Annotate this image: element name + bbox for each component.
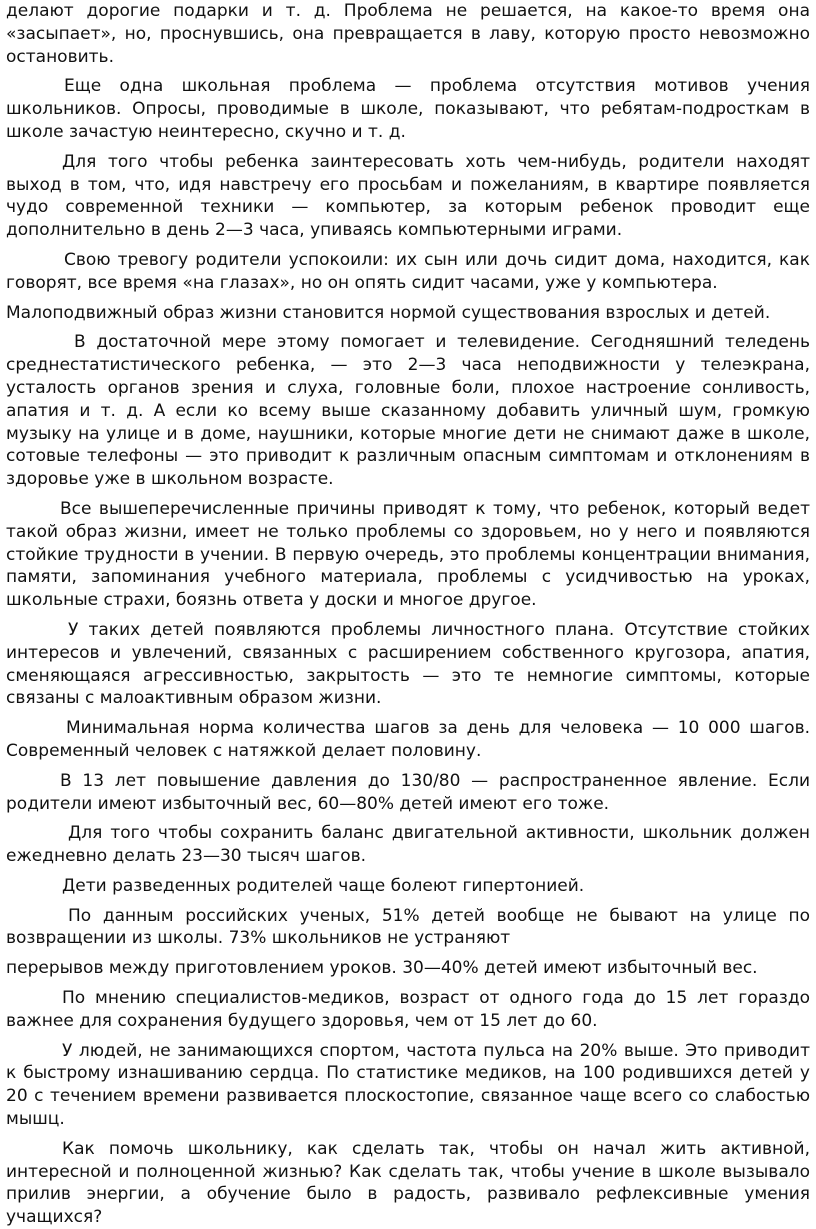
paragraph-16: У людей, не занимающихся спортом, частота пульса на 20% выше. Это приводит к быстрому изнашиванию сердца. По статистике медиков, на 100 родившихся детей у 20 с течением времени развивается плоскостопие, связанное чаще всего со слабостью мышц. xyxy=(6,1040,810,1130)
paragraph-11: Для того чтобы сохранить баланс двигательной активности, школьник должен ежедневно делать 23—30 тысяч шагов. xyxy=(6,823,810,867)
paragraph-2: Еще одна школьная проблема — проблема отсутствия мотивов учения школьников. Опросы, проводимые в школе, показывают, что ребятам-подросткам в школе зачастую неинтересно, скучно и т. д. xyxy=(6,76,810,142)
paragraph-12: Дети разведенных родителей чаще болеют гипертонией. xyxy=(62,875,585,896)
paragraph-1: делают дорогие подарки и т. д. Проблема не решается, на какое-то время она «засыпает», но, проснувшись, она превращается в лаву, которую просто невозможно остановить. xyxy=(6,1,810,67)
paragraph-14: перерывов между приготовлением уроков. 30—40% детей имеют избыточный вес. xyxy=(6,958,758,979)
paragraph-13: По данным российских ученых, 51% детей вообще не бывают на улице по возвращении из школы. 73% школьников не устраняют xyxy=(6,905,810,949)
paragraph-7: Все вышеперечисленные причины приводят к тому, что ребенок, который ведет такой образ жизни, имеет не только проблемы со здоровьем, но у него и появляются стойкие трудности в учении. В первую очередь, это проблемы концентрации внимания, памяти, запоминания учебного материала, проблемы с усидчивостью на уроках, школьные страхи, боязнь ответа у доски и многое другое. xyxy=(6,498,810,611)
paragraph-3: Для того чтобы ребенка заинтересовать хоть чем-нибудь, родители находят выход в том, что, идя навстречу его просьбам и пожеланиям, в квартире появляется чудо современной техники — компьютер, за которым ребенок проводит еще дополнительно в день 2—3 часа, упиваясь компьютерными играми. xyxy=(6,151,810,241)
paragraph-10: В 13 лет повышение давления до 130/80 — распространенное явление. Если родители имеют избыточный вес, 60—80% детей имеют его тоже. xyxy=(6,770,810,814)
paragraph-8: У таких детей появляются проблемы личностного плана. Отсутствие стойких интересов и увлечений, связанных с расширением собственного кругозора, апатия, сменяющаяся агрессивностью, закрытость — это те немногие симптомы, которые связаны с малоактивным образом жизни. xyxy=(6,619,810,709)
paragraph-17: Как помочь школьнику, как сделать так, чтобы он начал жить активной, интересной и полноценной жизнью? Как сделать так, чтобы учение в школе вызывало прилив энергии, а обучение было в радость, развивало рефлексивные умения учащихся? xyxy=(6,1138,810,1228)
paragraph-15: По мнению специалистов-медиков, возраст от одного года до 15 лет гораздо важнее для сохранения будущего здоровья, чем от 15 лет до 60. xyxy=(6,988,810,1031)
paragraph-6: В достаточной мере этому помогает и телевидение. Сегодняшний теледень среднестатистического ребенка, — это 2—3 часа неподвижности у телеэкрана, усталость органов зрения и слуха, головные боли, плохое настроение сонливость, апатия и т. д. А если ко всему выше сказанному добавить уличный шум, громкую музыку на улице и в доме, наушники, которые многие дети не снимают даже в школе, сотовые телефоны — это приводит к различным опасным симптомам и отклонениям в здоровье уже в школьном возрасте. xyxy=(6,332,810,490)
paragraph-4: Свою тревогу родители успокоили: их сын или дочь сидит дома, находится, как говорят, все время «на глазах», но он опять сидит часами, уже у компьютера. xyxy=(6,249,810,293)
paragraph-5: Малоподвижный образ жизни становится нормой существования взрослых и детей. xyxy=(6,302,771,323)
paragraph-9: Минимальная норма количества шагов за день для человека — 10 000 шагов. Современный человек с натяжкой делает половину. xyxy=(6,718,810,761)
